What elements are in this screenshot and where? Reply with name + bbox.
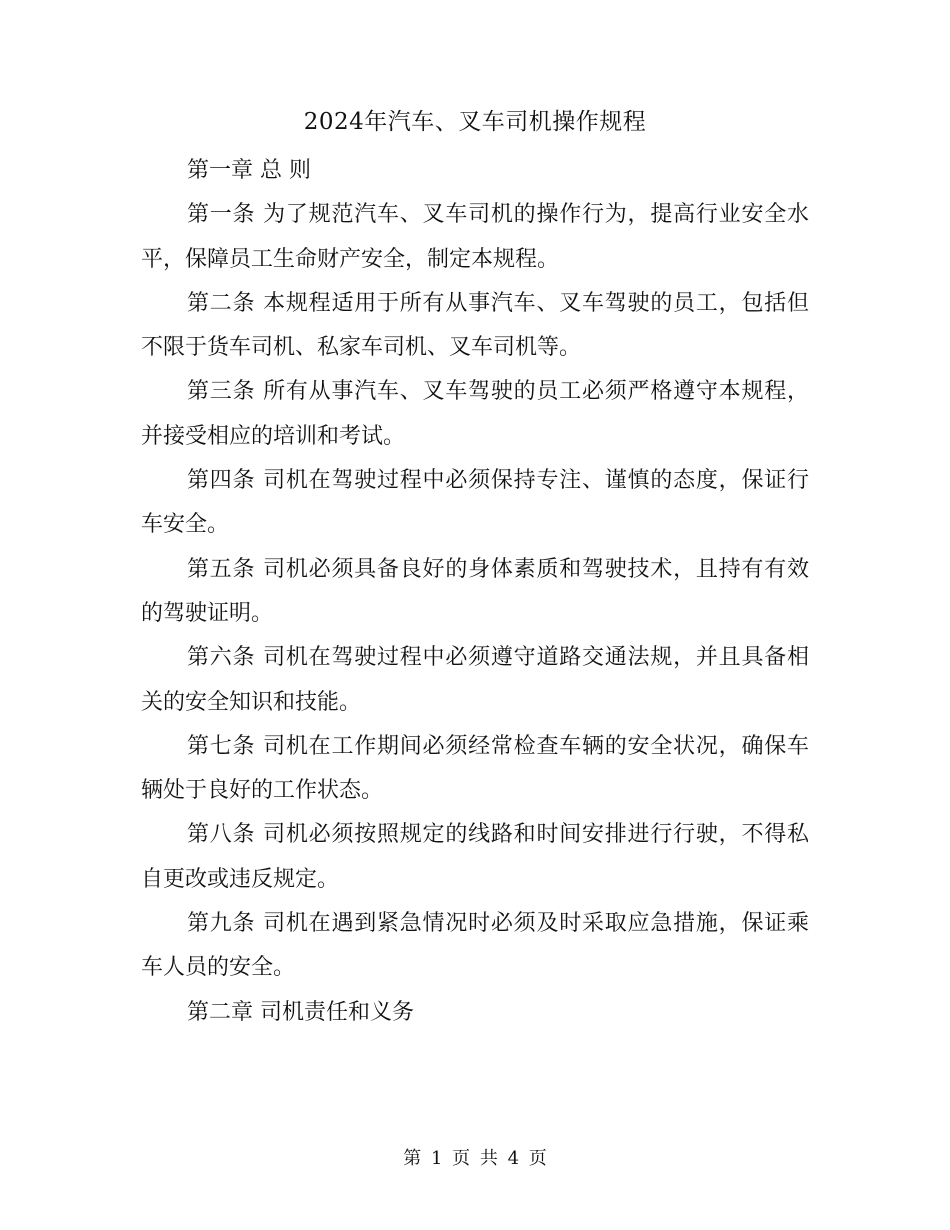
article-7: 第七条 司机在工作期间必须经常检查车辆的安全状况，确保车辆处于良好的工作状态。 [141,733,809,804]
article-2: 第二条 本规程适用于所有从事汽车、叉车驾驶的员工，包括但不限于货车司机、私家车司机、叉车司机等。 [141,290,809,361]
chapter-heading-1: 第一章 总 则 [187,158,311,183]
article-9: 第九条 司机在遇到紧急情况时必须及时采取应急措施，保证乘车人员的安全。 [141,911,809,981]
chapter-heading-2: 第二章 司机责任和义务 [187,999,414,1025]
article-6: 第六条 司机在驾驶过程中必须遵守道路交通法规，并且具备相关的安全知识和技能。 [141,645,809,715]
article-1: 第一条 为了规范汽车、叉车司机的操作行为，提高行业安全水平，保障员工生命财产安全，制定本规程。 [141,202,809,272]
article-8: 第八条 司机必须按照规定的线路和时间安排进行行驶，不得私自更改或违反规定。 [141,822,809,892]
document-title: 2024年汽车、叉车司机操作规程 [303,109,647,135]
document-body [141,149,809,1035]
page-number-footer: 第 1 页 共 4 页 [403,1148,547,1169]
article-4: 第四条 司机在驾驶过程中必须保持专注、谨慎的态度，保证行车安全。 [141,468,809,538]
article-5: 第五条 司机必须具备良好的身体素质和驾驶技术，且持有有效的驾驶证明。 [141,556,809,626]
article-3: 第三条 所有从事汽车、叉车驾驶的员工必须严格遵守本规程，并接受相应的培训和考试。 [141,379,809,449]
